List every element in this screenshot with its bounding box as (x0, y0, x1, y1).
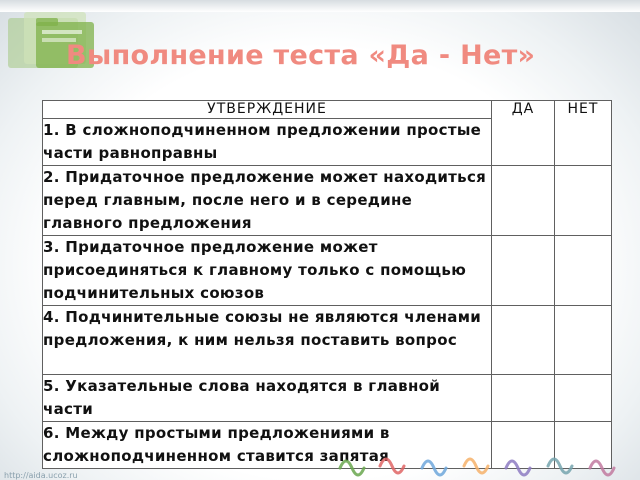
answer-yes-cell[interactable] (492, 236, 555, 306)
footer-url: http://aida.ucoz.ru (4, 471, 78, 480)
header-yes: ДА (492, 101, 555, 166)
statement-cell: 1. В сложноподчиненном предложении простые части равноправны (43, 119, 492, 166)
statement-cell: 2. Придаточное предложение может находиться перед главным, после него и в середине главного предложения (43, 166, 492, 236)
answer-no-cell[interactable] (555, 166, 612, 236)
statement-cell: 6. Между простыми предложениями в сложноподчиненном ставится запятая (43, 422, 492, 469)
table-header-row (43, 101, 612, 119)
answer-no-cell[interactable] (555, 422, 612, 469)
answer-yes-cell[interactable] (492, 306, 555, 375)
header-no: НЕТ (555, 101, 612, 166)
statement-cell: 5. Указательные слова находятся в главной части (43, 375, 492, 422)
header-statement: УТВЕРЖДЕНИЕ (43, 101, 492, 119)
quiz-table (42, 100, 612, 469)
slide-title: Выполнение теста «Да - Нет» (66, 40, 536, 71)
answer-no-cell[interactable] (555, 306, 612, 375)
table-row (43, 236, 612, 306)
table-row (43, 166, 612, 236)
answer-yes-cell[interactable] (492, 422, 555, 469)
table-row (43, 422, 612, 469)
table-row (43, 375, 612, 422)
answer-no-cell[interactable] (555, 375, 612, 422)
statement-cell: 3. Придаточное предложение может присоединяться к главному только с помощью подчинительных союзов (43, 236, 492, 306)
answer-yes-cell[interactable] (492, 375, 555, 422)
answer-yes-cell[interactable] (492, 166, 555, 236)
statement-cell: 4. Подчинительные союзы не являются членами предложения, к ним нельзя поставить вопрос (43, 306, 492, 375)
table-row (43, 306, 612, 375)
answer-no-cell[interactable] (555, 236, 612, 306)
